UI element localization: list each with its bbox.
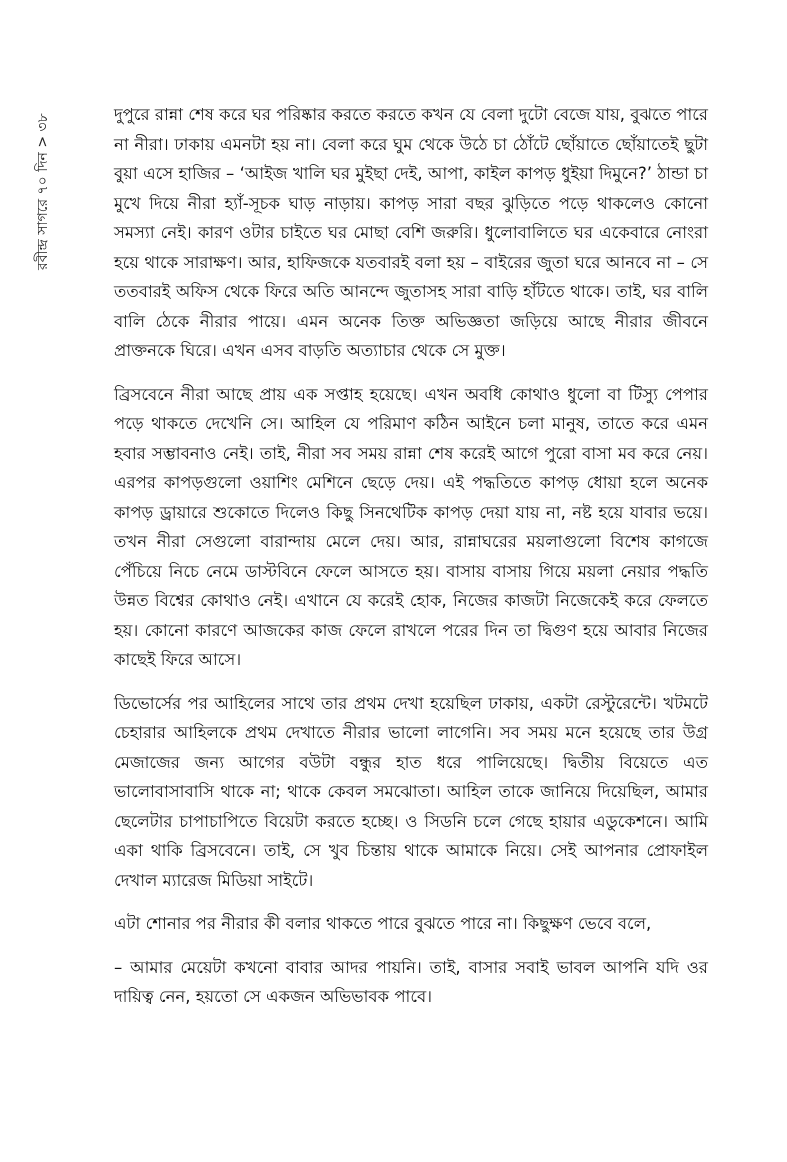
paragraph-4: এটা শোনার পর নীরার কী বলার থাকতে পারে বুঝতে পারে না। কিছুক্ষণ ভেবে বলে,	[114, 914, 652, 933]
paragraph-2: ব্রিসবেনে নীরা আছে প্রায় এক সপ্তাহ হয়েছে। এখন অবধি কোথাও ধুলো বা টিস্যু পেপার পড়ে থাকতে দেখেনি সে। আহিল যে পরিমাণ কঠিন আইনে চলা মানুষ, তাতে করে এমন হবার সম্ভাবনাও নেই। তাই, নীরা সব সময় রান্না শেষ করেই আগে পুরো বাসা মব করে নেয়। এরপর কাপড়গুলো ওয়াশিং মেশিনে ছেড়ে দেয়। এই পদ্ধতিতে কাপড় ধোয়া হলে অনেক কাপড় ড্রায়ারে শুকোতে দিলেও কিছু সিনথেটিক কাপড় দেয়া যায় না, নষ্ট হয়ে যাবার ভয়ে। তখন নীরা সেগুলো বারান্দায় মেলে দেয়। আর, রান্নাঘরের ময়লাগুলো বিশেষ কাগজে পেঁচিয়ে নিচে নেমে ডাস্টবিনে ফেলে আসতে হয়। বাসায় বাসায় গিয়ে ময়লা নেয়ার পদ্ধতি উন্নত বিশ্বের কোথাও নেই। এখানে যে করেই হোক, নিজের কাজটা নিজেকেই করে ফেলতে হয়। কোনো কারণে আজকের কাজ ফেলে রাখলে পরের দিন তা দ্বিগুণ হয়ে আবার নিজের কাছেই ফিরে আসে।	[114, 384, 708, 669]
paragraph-3: ডিভোর্সের পর আহিলের সাথে তার প্রথম দেখা হয়েছিল ঢাকায়, একটা রেস্টুরেন্টে। খটমটে চেহারার আহিলকে প্রথম দেখাতে নীরার ভালো লাগেনি। সব সময় মনে হয়েছে তার উগ্র মেজাজের জন্য আগের বউটা বন্ধুর হাত ধরে পালিয়েছে। দ্বিতীয় বিয়েতে এত ভালোবাসাবাসি থাকে না; থাকে কেবল সমঝোতা। আহিল তাকে জানিয়ে দিয়েছিল, আমার ছেলেটার চাপাচাপিতে বিয়েটা করতে হচ্ছে। ও সিডনি চলে গেছে হায়ার এডুকেশনে। আমি একা থাকি ব্রিসবেনে। তাই, সে খুব চিন্তায় থাকে আমাকে নিয়ে। সেই আপনার প্রোফাইল দেখাল ম্যারেজ মিডিয়া সাইটে।	[114, 693, 708, 890]
paragraph-5-dialogue: – আমার মেয়েটা কখনো বাবার আদর পায়নি। তাই, বাসার সবাই ভাবল আপনি যদি ওর দায়িত্ব নেন, হয়তো সে একজন অভিভাবক পাবে।	[114, 957, 708, 1006]
paragraph-1: দুপুরে রান্না শেষ করে ঘর পরিষ্কার করতে করতে কখন যে বেলা দুটো বেজে যায়, বুঝতে পারে না নীরা। ঢাকায় এমনটা হয় না। বেলা করে ঘুম থেকে উঠে চা ঠোঁটে ছোঁয়াতে ছোঁয়াতেই ছুটা বুয়া এসে হাজির – ‘আইজ খালি ঘর মুইছা দেই, আপা, কাইল কাপড় ধুইয়া দিমুনে?’ ঠান্ডা চা মুখে দিয়ে নীরা হ্যাঁ-সূচক ঘাড় নাড়ায়। কাপড় সারা বছর ঝুড়িতে পড়ে থাকলেও কোনো সমস্যা নেই। কারণ ওটার চাইতে ঘর মোছা বেশি জরুরি। ধুলোবালিতে ঘর একেবারে নোংরা হয়ে থাকে সারাক্ষণ। আর, হাফিজকে যতবারই বলা হয় – বাইরের জুতা ঘরে আনবে না – সে ততবারই অফিস থেকে ফিরে অতি আনন্দে জুতাসহ সারা বাড়ি হাঁটতে থাকে। তাই, ঘর বালি বালি ঠেকে নীরার পায়ে। এমন অনেক তিক্ত অভিজ্ঞতা জড়িয়ে আছে নীরার জীবনে প্রাক্তনকে ঘিরে। এখন এসব বাড়তি অত্যাচার থেকে সে মুক্ত।	[114, 105, 708, 360]
running-header-text: রবীন্দ্র সাগরে ৭০ দিন > ৩৮	[35, 113, 51, 270]
page-body	[114, 100, 708, 1026]
running-header	[28, 30, 58, 270]
